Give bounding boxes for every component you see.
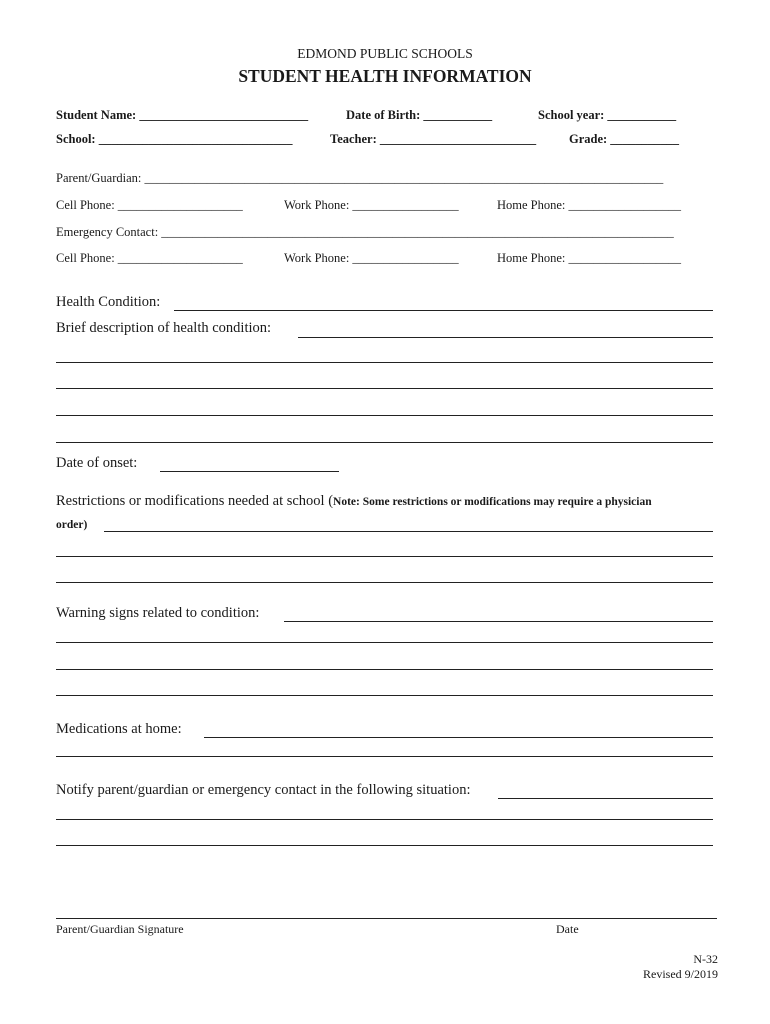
cell-phone-field-1[interactable]: Cell Phone: ____________________: [56, 198, 243, 212]
description-line-5[interactable]: [56, 442, 713, 443]
description-line-4[interactable]: [56, 415, 713, 416]
notify-label: Notify parent/guardian or emergency contact in the following situation:: [56, 782, 471, 798]
form-code: N-32: [693, 952, 718, 966]
warning-signs-label: Warning signs related to condition:: [56, 605, 260, 621]
description-line-2[interactable]: [56, 362, 713, 363]
signature-label: Parent/Guardian Signature: [56, 922, 184, 936]
emergency-contact-field[interactable]: Emergency Contact: __________________________________________________________________________________: [56, 225, 674, 239]
brief-description-label: Brief description of health condition:: [56, 320, 272, 336]
brief-description-line[interactable]: [298, 337, 713, 338]
medications-line-2[interactable]: [56, 756, 713, 757]
notify-line-3[interactable]: [56, 845, 713, 846]
cell-phone-field-2[interactable]: Cell Phone: ____________________: [56, 251, 243, 265]
description-line-3[interactable]: [56, 388, 713, 389]
school-year-field[interactable]: School year: ___________: [538, 108, 677, 122]
restrictions-note: Note: Some restrictions or modifications may require a physician: [333, 496, 652, 508]
medications-label: Medications at home:: [56, 721, 182, 737]
work-phone-field-1[interactable]: Work Phone: _________________: [284, 198, 459, 212]
medications-line-1[interactable]: [204, 737, 713, 738]
warning-signs-line-4[interactable]: [56, 695, 713, 696]
parent-guardian-field[interactable]: Parent/Guardian: ___________________________________________________________________________________: [56, 171, 664, 185]
grade-field[interactable]: Grade: ___________: [569, 132, 680, 146]
home-phone-field-1[interactable]: Home Phone: __________________: [497, 198, 682, 212]
restrictions-line-2[interactable]: [56, 556, 713, 557]
revised-date: Revised 9/2019: [643, 967, 718, 981]
health-condition-label: Health Condition:: [56, 294, 161, 310]
date-of-birth-field[interactable]: Date of Birth: ___________: [346, 108, 493, 122]
restrictions-note-cont: order): [56, 519, 88, 531]
form-title: STUDENT HEALTH INFORMATION: [238, 66, 532, 86]
warning-signs-line-3[interactable]: [56, 669, 713, 670]
date-of-onset-label: Date of onset:: [56, 455, 138, 471]
home-phone-field-2[interactable]: Home Phone: __________________: [497, 251, 682, 265]
date-of-onset-line[interactable]: [160, 471, 339, 472]
restrictions-line-3[interactable]: [56, 582, 713, 583]
restrictions-line-1[interactable]: [104, 531, 713, 532]
warning-signs-line-1[interactable]: [284, 621, 713, 622]
teacher-field[interactable]: Teacher: _________________________: [330, 132, 537, 146]
restrictions-text: Restrictions or modifications needed at school (: [56, 493, 334, 509]
work-phone-field-2[interactable]: Work Phone: _________________: [284, 251, 459, 265]
restrictions-label: [56, 493, 652, 510]
date-label: Date: [556, 922, 579, 936]
signature-line[interactable]: [56, 918, 717, 919]
school-field[interactable]: School: _______________________________: [56, 132, 293, 146]
notify-line-1[interactable]: [498, 798, 713, 799]
student-name-field[interactable]: Student Name: ___________________________: [56, 108, 309, 122]
warning-signs-line-2[interactable]: [56, 642, 713, 643]
health-condition-line[interactable]: [174, 310, 713, 311]
district-name: EDMOND PUBLIC SCHOOLS: [297, 46, 473, 61]
notify-line-2[interactable]: [56, 819, 713, 820]
